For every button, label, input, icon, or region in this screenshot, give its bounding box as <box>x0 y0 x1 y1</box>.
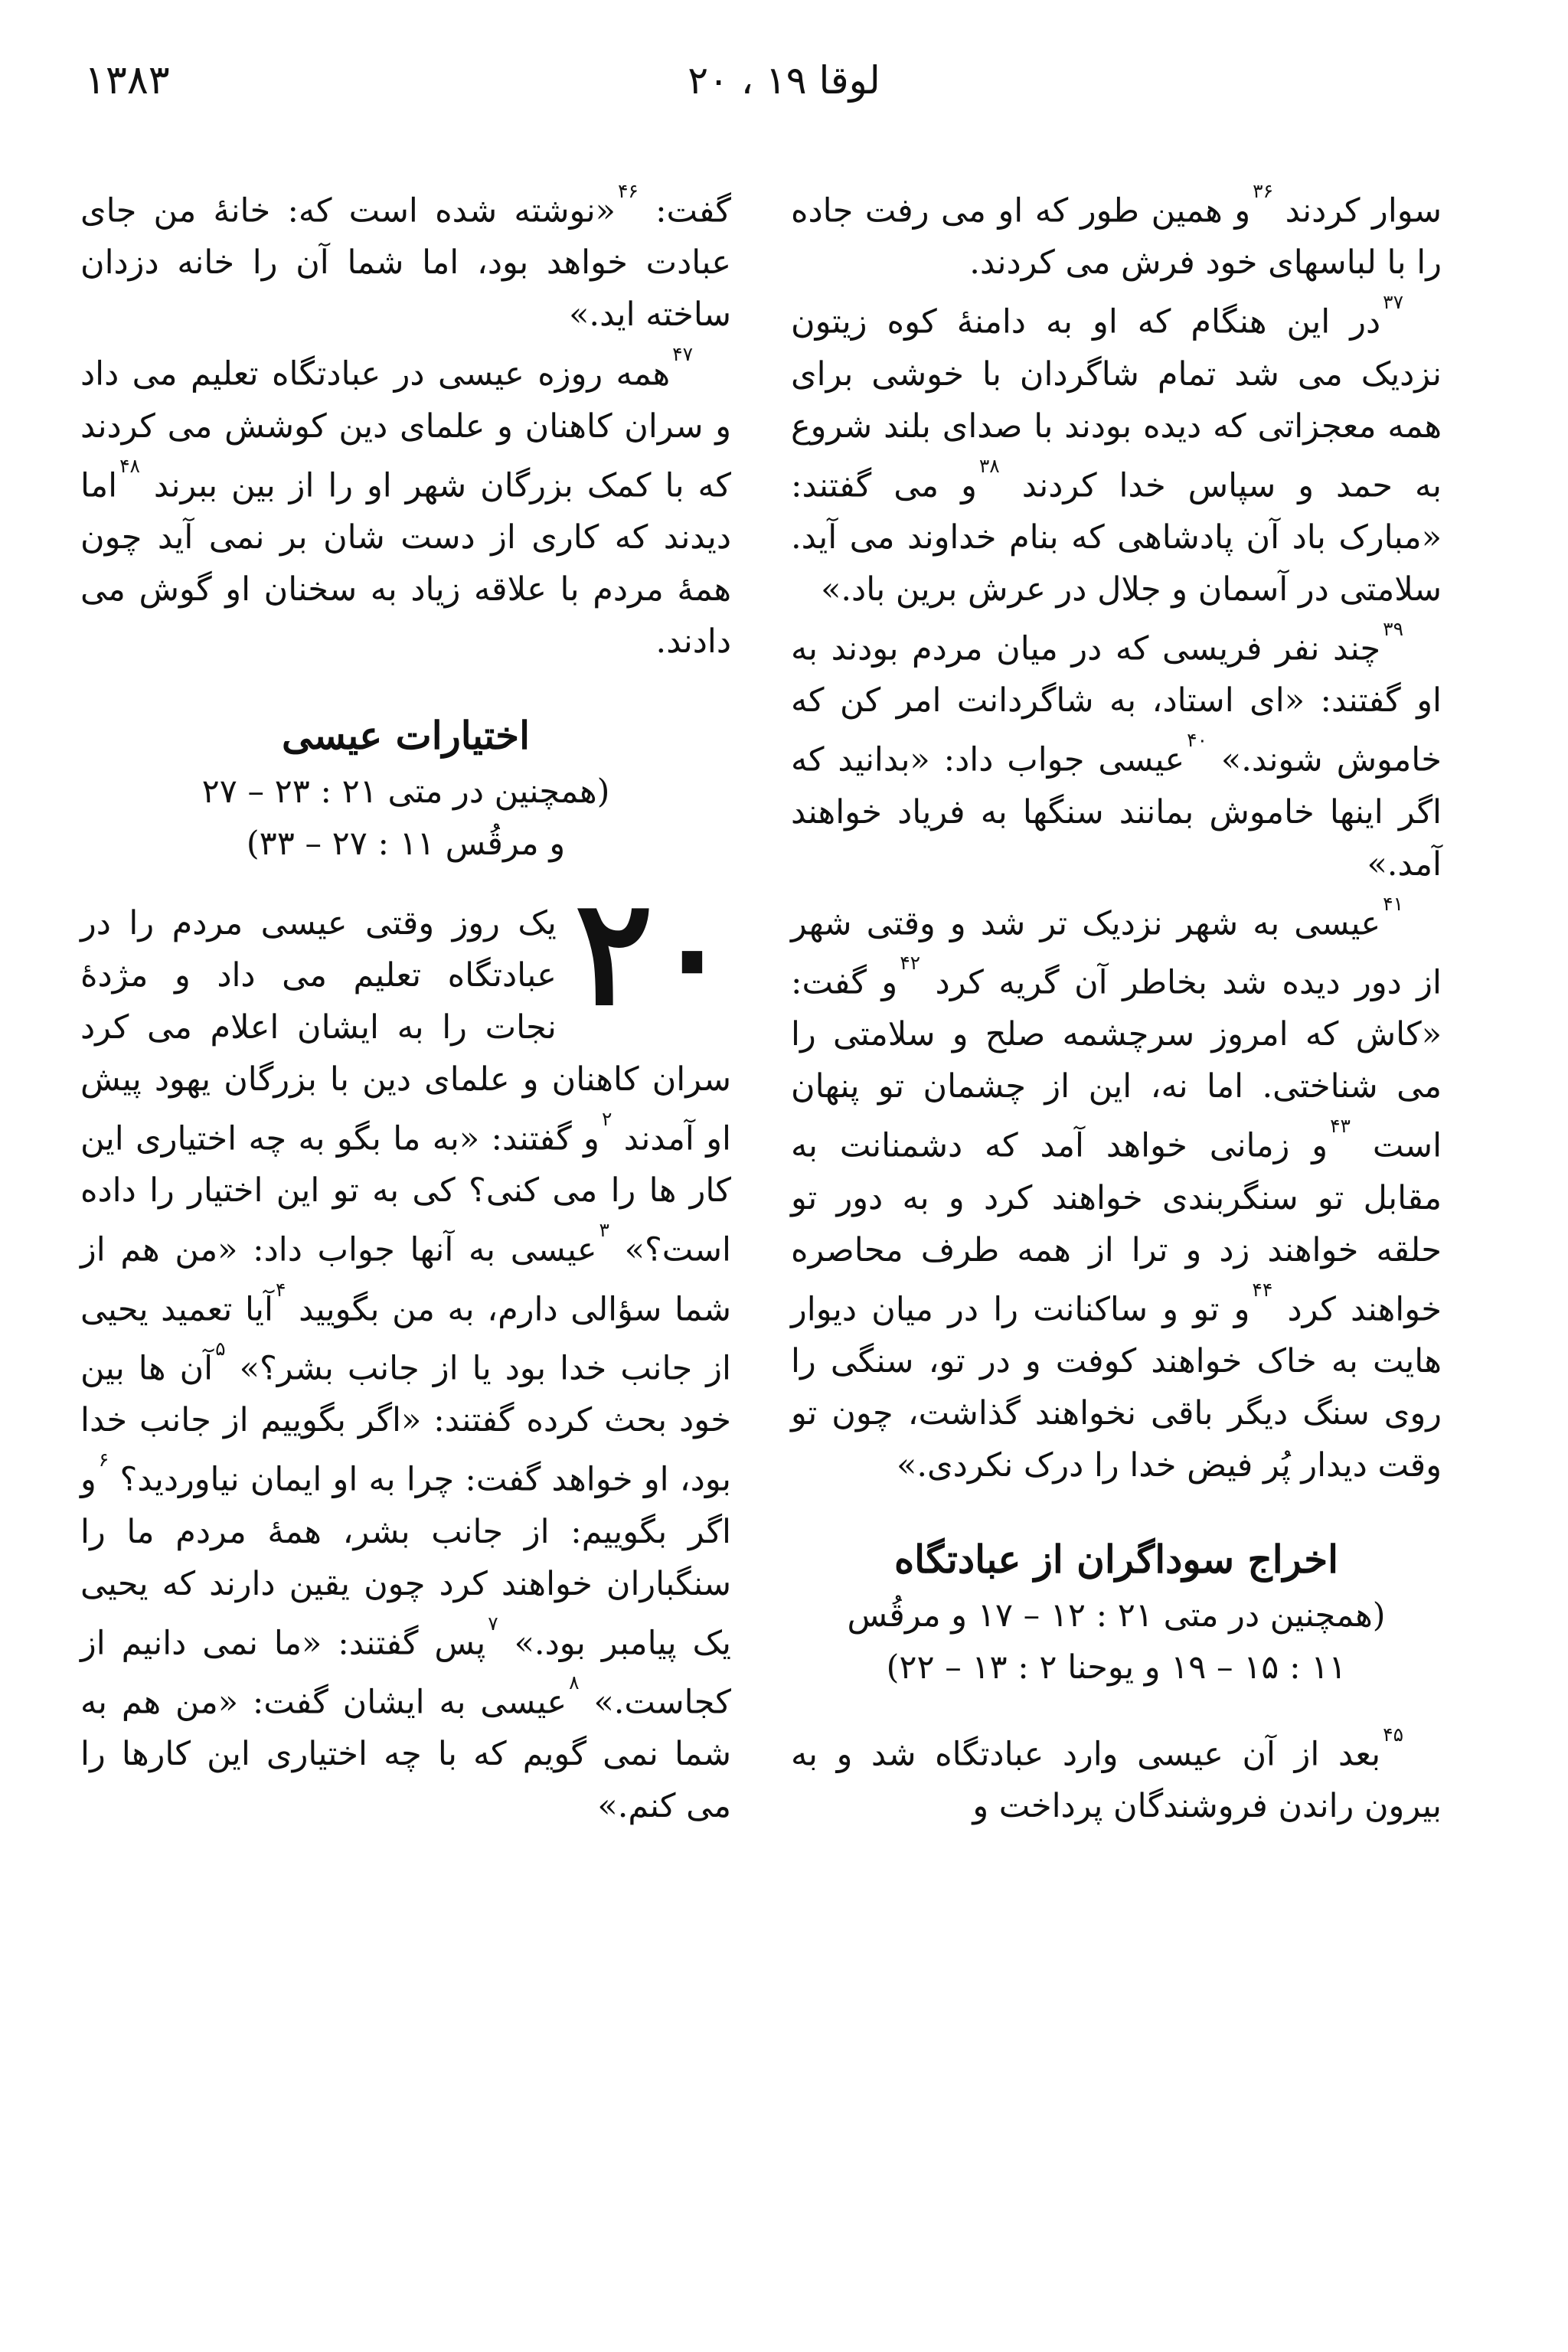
verse-text: پس گفتند: «ما نمی دانیم از کجاست.» <box>80 1623 731 1722</box>
cross-reference-line: (همچنین در متی ۲۱ : ۲۳ – ۲۷ <box>201 772 610 811</box>
paragraph <box>80 178 731 341</box>
verse-number: ۴۰ <box>1187 729 1208 752</box>
verse-text: عیسی به آنها جواب داد: «من هم از شما سؤالی دارم، به من بگویید <box>80 1230 732 1328</box>
verse-text: سوار کردند <box>1285 191 1442 230</box>
verse-text: آن ها بین خود بحث کرده گفتند: «اگر بگوییم از جانب خدا بود، او خواهد گفت: چرا به او ایمان نیاوردید؟ <box>80 1349 732 1499</box>
verse-text: و گفت: «کاش که امروز سرچشمه صلح و سلامتی را می شناختی. اما نه، این از چشمان تو پنهان است <box>791 963 1442 1165</box>
verse-text: عیسی به شهر نزدیک تر شد و وقتی شهر از دور دیده شد بخاطر آن گریه کرد <box>791 903 1442 1002</box>
paragraph <box>791 616 1442 890</box>
verse-text: و همین طور که او می رفت جاده را با لباسهای خود فرش می کردند. <box>791 191 1442 283</box>
paragraph <box>791 1721 1442 1832</box>
verse-text: آیا تعمید یحیی از جانب خدا بود یا از جانب بشر؟» <box>80 1289 731 1388</box>
verse-number: ۲ <box>601 1107 612 1130</box>
verse-text: و می گفتند: «مبارک باد آن پادشاهی که بنام خداوند می آید. سلامتی در آسمان و جلال در عرش برین باد.» <box>791 466 1442 609</box>
verse-number: ۴۳ <box>1330 1115 1351 1138</box>
left-column <box>80 178 731 2291</box>
verse-number: ۸ <box>569 1671 580 1694</box>
cross-reference-line: و مرقُس ۱۱ : ۲۷ – ۳۳) <box>246 824 566 863</box>
verse-text: عیسی به ایشان گفت: «من هم به شما نمی گویم که با چه اختیاری این کارها را می کنم.» <box>80 1683 731 1826</box>
verse-text: اما دیدند که کاری از دست شان بر نمی آید چون همهٔ مردم با علاقه زیاد به سخنان او گوش می دادند. <box>80 466 731 661</box>
verse-text: و اگر بگوییم: از جانب بشر، همهٔ مردم ما را سنگباران خواهند کرد چون یقین دارند که یحیی یک پیامبر بود.» <box>80 1460 732 1662</box>
verse-text: یک روز وقتی عیسی مردم را در عبادتگاه تعلیم می داد و مژدهٔ نجات را به ایشان اعلام می کرد سران کاهنان و علمای دین با بزرگان یهود پیش او آمدند <box>80 903 731 1158</box>
paragraph <box>791 178 1442 289</box>
verse-number: ۷ <box>488 1612 498 1635</box>
verse-number: ۴۴ <box>1252 1278 1273 1301</box>
verse-number: ۴۶ <box>617 180 639 202</box>
section-title: اخراج سوداگران از عبادتگاه <box>893 1536 1339 1582</box>
verse-text: و تو و ساکنانت را در میان دیوار هایت به خاک خواهند کوفت و در تو، سنگی را روی سنگ دیگر باقی نخواهند گذاشت، چون تو وقت دیدار پُر فیض خدا را درک نکردی.» <box>791 1289 1442 1485</box>
verse-number: ۴۸ <box>119 454 140 477</box>
verse-text: «نوشته شده است که: خانهٔ من جای عبادت خواهد بود، اما شما آن را خانه دزدان ساخته اید.» <box>80 191 731 335</box>
verse-number: ۴۱ <box>1383 892 1403 915</box>
verse-text: بعد از آن عیسی وارد عبادتگاه شد و به بیرون راندن فروشندگان پرداخت و <box>791 1735 1442 1826</box>
chapter-20 <box>80 866 732 1832</box>
paragraph <box>80 866 732 1832</box>
verse-text: همه روزه عیسی در عبادتگاه تعلیم می داد و سران کاهنان و علمای دین کوشش می کردند که با کمک بزرگان شهر او را از بین ببرند <box>80 354 731 505</box>
page-header <box>84 54 1484 107</box>
page-number: ۱۳۸۳ <box>84 57 170 103</box>
verse-number: ۳۶ <box>1253 180 1274 202</box>
verse-text: عیسی جواب داد: «بدانید که اگر اینها خاموش بمانند سنگها به فریاد خواهند آمد.» <box>791 740 1442 884</box>
verse-text: و زمانی خواهد آمد که دشمنانت به مقابل تو سنگربندی خواهند کرد و به دور تو حلقه خواهند زد و ترا از همه طرف محاصره خواهند کرد <box>791 1126 1442 1328</box>
verse-text: در این هنگام که او به دامنهٔ کوه زیتون نزدیک می شد تمام شاگردان با خوشی برای همه معجزاتی که دیده بودند با صدای بلند شروع به حمد و سپاس خدا کردند <box>791 302 1442 505</box>
cross-reference-line: ۱۱ : ۱۵ – ۱۹ و یوحنا ۲ : ۱۳ – ۲۲) <box>886 1648 1347 1687</box>
verse-number: ۴ <box>275 1278 286 1301</box>
verse-number: ۳۷ <box>1383 291 1403 314</box>
chapter-number: ۲۰ <box>574 866 731 1037</box>
paragraph <box>791 890 1442 1491</box>
running-head: لوقا ۱۹ ، ۲۰ <box>688 58 880 103</box>
section-cross-reference <box>80 766 731 870</box>
verse-text: گفت: <box>655 191 731 230</box>
verse-number: ۶ <box>98 1449 109 1472</box>
verse-number: ۳۹ <box>1383 617 1403 640</box>
verse-number: ۴۵ <box>1383 1723 1403 1746</box>
cross-reference-line: (همچنین در متی ۲۱ : ۱۲ – ۱۷ و مرقُس <box>847 1596 1386 1635</box>
paragraph <box>791 289 1442 616</box>
verse-text: و گفتند: «به ما بگو به چه اختیاری این کار ها را می کنی؟ کی به تو این اختیار را داده است؟» <box>80 1119 731 1269</box>
verse-number: ۴۲ <box>900 951 921 974</box>
verse-number: ۳ <box>599 1219 609 1242</box>
verse-text: چند نفر فریسی که در میان مردم بودند به او گفتند: «ای استاد، به شاگردانت امر کن که خاموش شوند.» <box>791 629 1442 779</box>
verse-number: ۵ <box>215 1337 226 1360</box>
verse-number: ۴۷ <box>672 343 693 366</box>
section-title: اختیارات عیسی <box>282 712 530 758</box>
verse-number: ۳۸ <box>978 454 1000 477</box>
right-column <box>791 178 1442 2291</box>
section-cross-reference <box>791 1589 1442 1694</box>
paragraph <box>80 341 731 668</box>
